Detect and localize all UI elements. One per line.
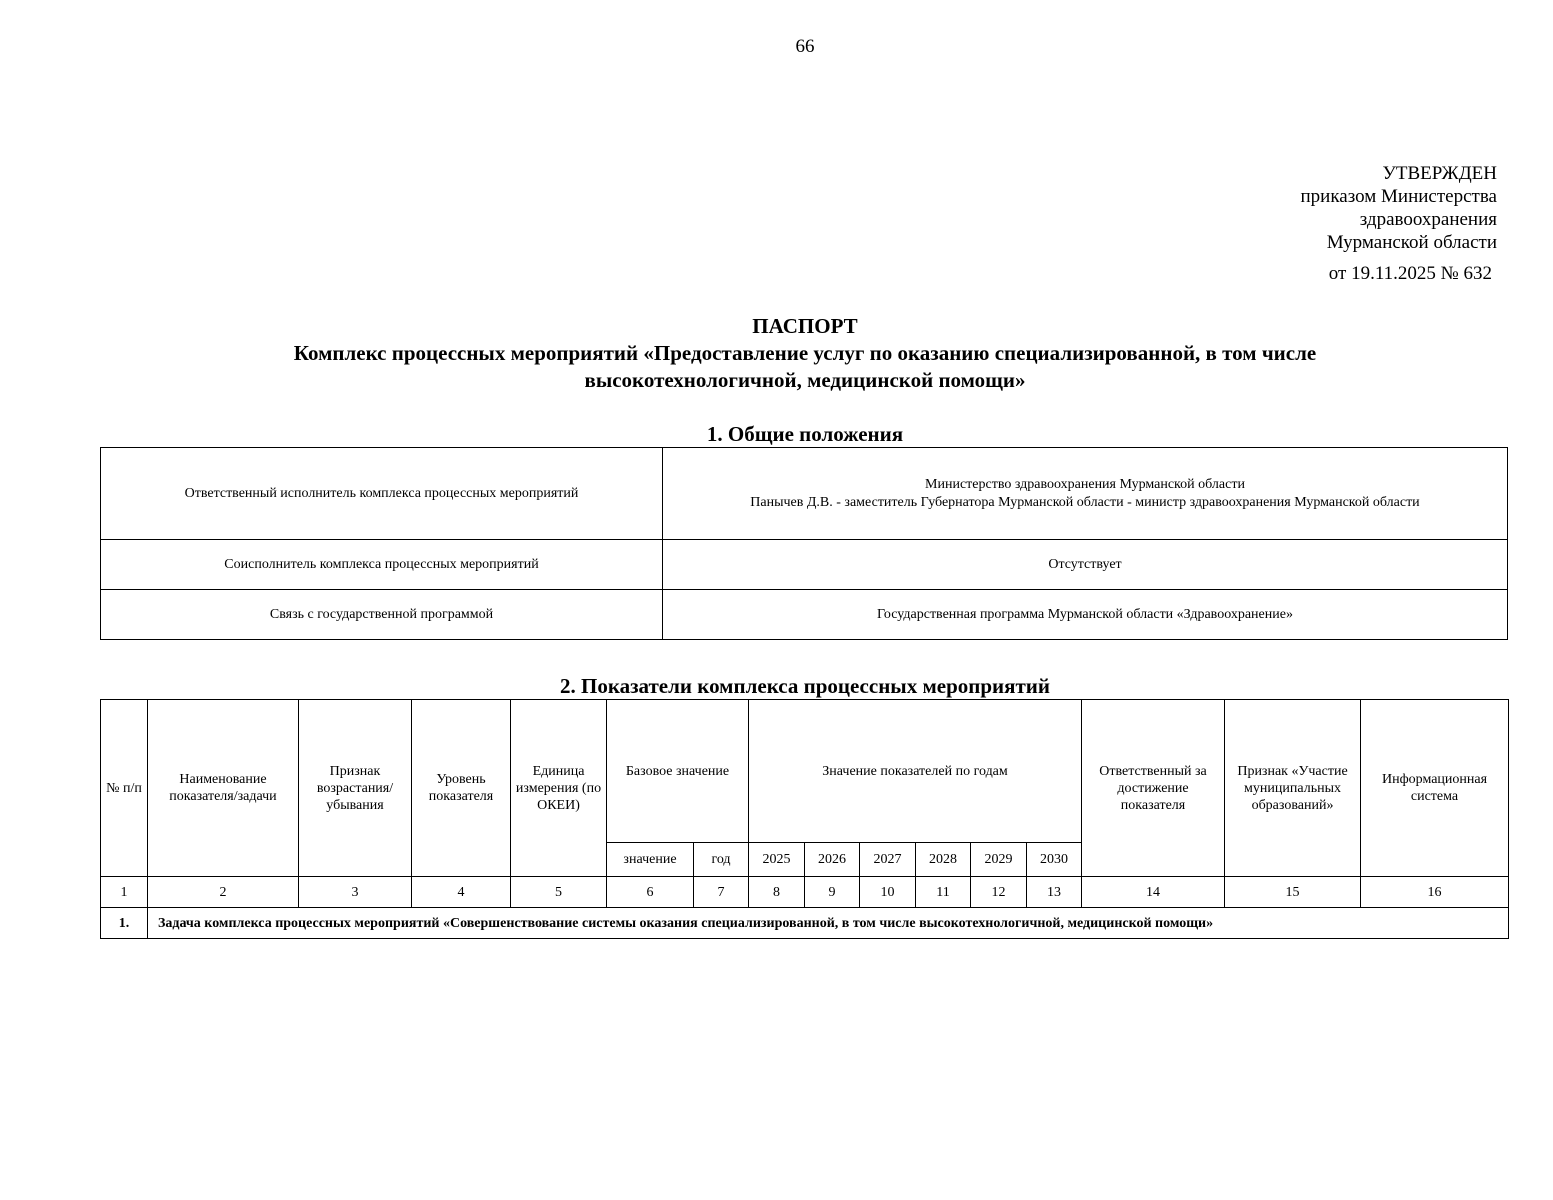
approval-line: УТВЕРЖДЕН <box>1382 163 1497 184</box>
table-row <box>101 540 1508 590</box>
indicators-table <box>100 699 1509 939</box>
column-number: 5 <box>511 877 607 908</box>
table-row <box>101 448 1508 540</box>
column-number: 14 <box>1082 877 1225 908</box>
column-number: 16 <box>1361 877 1509 908</box>
title-line-2: высокотехнологичной, медицинской помощи» <box>584 368 1026 392</box>
document-title <box>0 313 1553 394</box>
task-text: Задача комплекса процессных мероприятий «Совершенствование системы оказания специализированной, в том числе высокотехнологичной, медицинской помощи» <box>148 908 1509 939</box>
approval-order: от 19.11.2025 № 632 <box>1328 263 1492 284</box>
header-base: Базовое значение <box>607 700 749 843</box>
approval-line: приказом Министерства <box>1300 186 1497 207</box>
approval-stamp <box>1301 162 1497 285</box>
row-value: Государственная программа Мурманской области «Здравоохранение» <box>663 590 1508 640</box>
approval-line: Мурманской области <box>1326 232 1497 253</box>
column-number: 2 <box>148 877 299 908</box>
approval-line: здравоохранения <box>1359 209 1497 230</box>
row-value-line: Министерство здравоохранения Мурманской области <box>925 476 1245 492</box>
column-number: 4 <box>412 877 511 908</box>
header-row <box>101 700 1509 843</box>
header-unit: Единица измерения (по ОКЕИ) <box>511 700 607 877</box>
column-number: 11 <box>916 877 971 908</box>
task-row <box>101 908 1509 939</box>
page-number: 66 <box>795 36 815 57</box>
row-value: Отсутствует <box>663 540 1508 590</box>
header-num: № п/п <box>101 700 148 877</box>
column-number: 3 <box>299 877 412 908</box>
row-label: Ответственный исполнитель комплекса процессных мероприятий <box>101 448 663 540</box>
column-number: 10 <box>860 877 916 908</box>
header-year: 2025 <box>749 843 805 877</box>
row-value <box>663 448 1508 540</box>
section-1-title: 1. Общие положения <box>706 422 904 446</box>
column-number: 7 <box>694 877 749 908</box>
row-label: Связь с государственной программой <box>101 590 663 640</box>
general-provisions-table <box>100 447 1508 640</box>
section-2-title: 2. Показатели комплекса процессных мероприятий <box>559 674 1050 698</box>
row-value-line: Панычев Д.В. - заместитель Губернатора Мурманской области - министр здравоохранения Мурманской области <box>750 494 1420 510</box>
row-label: Соисполнитель комплекса процессных мероприятий <box>101 540 663 590</box>
table-row <box>101 590 1508 640</box>
header-sign: Признак возрастания/ убывания <box>299 700 412 877</box>
title-line-1: Комплекс процессных мероприятий «Предоставление услуг по оказанию специализированной, в том числе <box>293 341 1317 365</box>
header-year: 2028 <box>916 843 971 877</box>
column-numbers-row <box>101 877 1509 908</box>
header-base-year: год <box>694 843 749 877</box>
column-number: 8 <box>749 877 805 908</box>
header-base-value: значение <box>607 843 694 877</box>
header-year: 2027 <box>860 843 916 877</box>
header-year: 2029 <box>971 843 1027 877</box>
header-responsible: Ответственный за достижение показателя <box>1082 700 1225 877</box>
header-year: 2030 <box>1027 843 1082 877</box>
column-number: 1 <box>101 877 148 908</box>
header-municipal: Признак «Участие муниципальных образований» <box>1225 700 1361 877</box>
column-number: 6 <box>607 877 694 908</box>
header-by-years: Значение показателей по годам <box>749 700 1082 843</box>
task-number: 1. <box>101 908 148 939</box>
header-info-system: Информационная система <box>1361 700 1509 877</box>
header-level: Уровень показателя <box>412 700 511 877</box>
title-main: ПАСПОРТ <box>752 314 858 338</box>
column-number: 9 <box>805 877 860 908</box>
header-year: 2026 <box>805 843 860 877</box>
column-number: 15 <box>1225 877 1361 908</box>
column-number: 13 <box>1027 877 1082 908</box>
column-number: 12 <box>971 877 1027 908</box>
header-name: Наименование показателя/задачи <box>148 700 299 877</box>
